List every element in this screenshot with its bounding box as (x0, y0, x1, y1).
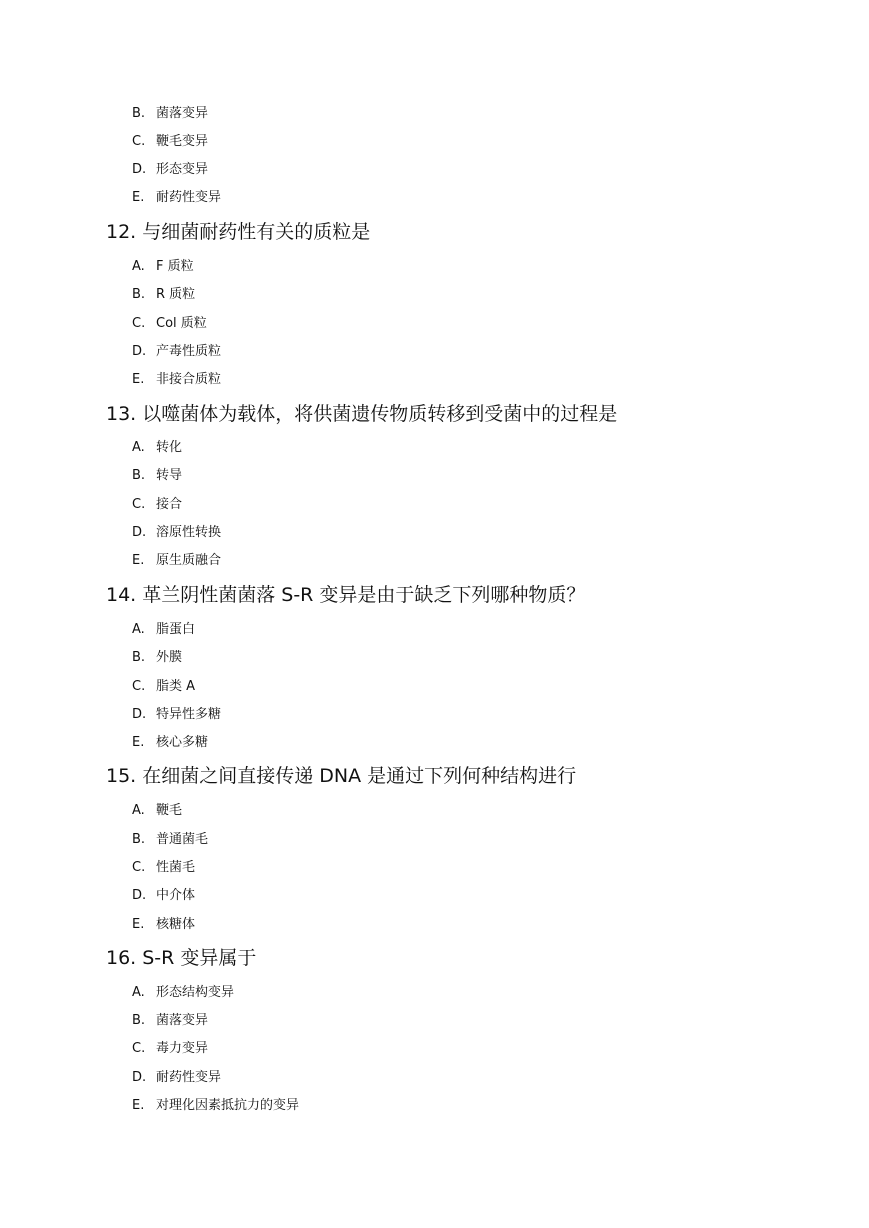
option-text: 形态结构变异 (156, 985, 235, 1000)
option-letter: E. (132, 190, 145, 205)
question-text: 以噬菌体为载体，将供菌遗传物质转移到受菌中的过程是 (142, 403, 618, 425)
question-number: 16. (106, 947, 137, 969)
option-text: 鞭毛 (156, 803, 183, 818)
option-letter: A. (132, 622, 145, 637)
question-text: 与细菌耐药性有关的质粒是 (142, 221, 371, 243)
question-number: 13. (106, 403, 137, 425)
option-text: 耐药性变异 (156, 190, 222, 205)
option-text: 非接合质粒 (156, 372, 222, 387)
option-14-d (132, 706, 221, 724)
option-letter: C. (132, 1041, 146, 1056)
option-14-b (132, 649, 182, 667)
question-number: 12. (106, 221, 137, 243)
option-12-c (132, 315, 207, 333)
option-letter: C. (132, 860, 146, 875)
option-text: 对理化因素抵抗力的变异 (156, 1098, 300, 1113)
option-text: 鞭毛变异 (156, 134, 209, 149)
option-letter: D. (132, 888, 147, 903)
option-15-a (132, 802, 182, 820)
option-letter: D. (132, 525, 147, 540)
question-15 (106, 763, 576, 789)
option-text: F 质粒 (156, 259, 194, 274)
option-15-c (132, 859, 195, 877)
option-letter: B. (132, 106, 146, 121)
option-13-e (132, 552, 221, 570)
option-letter: D. (132, 1070, 147, 1085)
option-text: 转化 (156, 440, 183, 455)
option-letter: D. (132, 707, 147, 722)
option-text: 溶原性转换 (156, 525, 222, 540)
question-14 (106, 582, 585, 608)
option-text: 毒力变异 (156, 1041, 209, 1056)
option-letter: C. (132, 316, 146, 331)
question-text: S-R 变异属于 (142, 947, 257, 969)
option-text: 脂蛋白 (156, 622, 196, 637)
option-text: 普通菌毛 (156, 832, 209, 847)
question-text: 在细菌之间直接传递 DNA 是通过下列何种结构进行 (142, 765, 577, 787)
option-13-a (132, 439, 182, 457)
option-letter: A. (132, 985, 145, 1000)
option-16-d (132, 1069, 221, 1087)
option-12-a (132, 258, 194, 276)
option-text: 特异性多糖 (156, 707, 222, 722)
option-letter: E. (132, 917, 145, 932)
option-text: 接合 (156, 497, 183, 512)
option-letter: D. (132, 344, 147, 359)
option-text: Col 质粒 (156, 316, 207, 331)
question-16 (106, 945, 256, 971)
option-12-e (132, 371, 221, 389)
option-text: 菌落变异 (156, 106, 209, 121)
option-text: 脂类 A (156, 679, 196, 694)
option-14-a (132, 621, 195, 639)
option-text: 原生质融合 (156, 553, 222, 568)
option-text: 形态变异 (156, 162, 209, 177)
option-11-d (132, 161, 208, 179)
option-16-b (132, 1012, 208, 1030)
question-number: 15. (106, 765, 137, 787)
option-letter: E. (132, 553, 145, 568)
option-11-b (132, 105, 208, 123)
option-11-c (132, 133, 208, 151)
option-text: 产毒性质粒 (156, 344, 222, 359)
option-text: R 质粒 (156, 287, 196, 302)
option-13-d (132, 524, 221, 542)
option-text: 中介体 (156, 888, 196, 903)
option-16-a (132, 984, 234, 1002)
option-text: 核糖体 (156, 917, 196, 932)
option-12-d (132, 343, 221, 361)
option-letter: A. (132, 440, 145, 455)
option-letter: E. (132, 1098, 145, 1113)
option-letter: B. (132, 650, 146, 665)
option-13-c (132, 496, 182, 514)
option-text: 核心多糖 (156, 735, 209, 750)
option-14-c (132, 678, 195, 696)
option-14-e (132, 734, 208, 752)
option-text: 转导 (156, 468, 183, 483)
option-letter: E. (132, 735, 145, 750)
option-text: 菌落变异 (156, 1013, 209, 1028)
option-letter: A. (132, 803, 145, 818)
option-letter: B. (132, 468, 146, 483)
question-number: 14. (106, 584, 137, 606)
option-15-e (132, 916, 195, 934)
option-letter: B. (132, 287, 146, 302)
question-text: 革兰阴性菌菌落 S-R 变异是由于缺乏下列哪种物质？ (142, 584, 586, 606)
option-letter: B. (132, 1013, 146, 1028)
option-12-b (132, 286, 195, 304)
option-text: 外膜 (156, 650, 183, 665)
option-text: 性菌毛 (156, 860, 196, 875)
question-12 (106, 219, 370, 245)
option-letter: B. (132, 832, 146, 847)
option-letter: D. (132, 162, 147, 177)
option-16-e (132, 1097, 299, 1115)
option-letter: E. (132, 372, 145, 387)
option-15-b (132, 831, 208, 849)
option-letter: C. (132, 134, 146, 149)
option-text: 耐药性变异 (156, 1070, 222, 1085)
option-11-e (132, 189, 221, 207)
option-letter: A. (132, 259, 145, 274)
option-15-d (132, 887, 195, 905)
option-letter: C. (132, 497, 146, 512)
option-16-c (132, 1040, 208, 1058)
option-13-b (132, 467, 182, 485)
question-13 (106, 401, 617, 427)
option-letter: C. (132, 679, 146, 694)
